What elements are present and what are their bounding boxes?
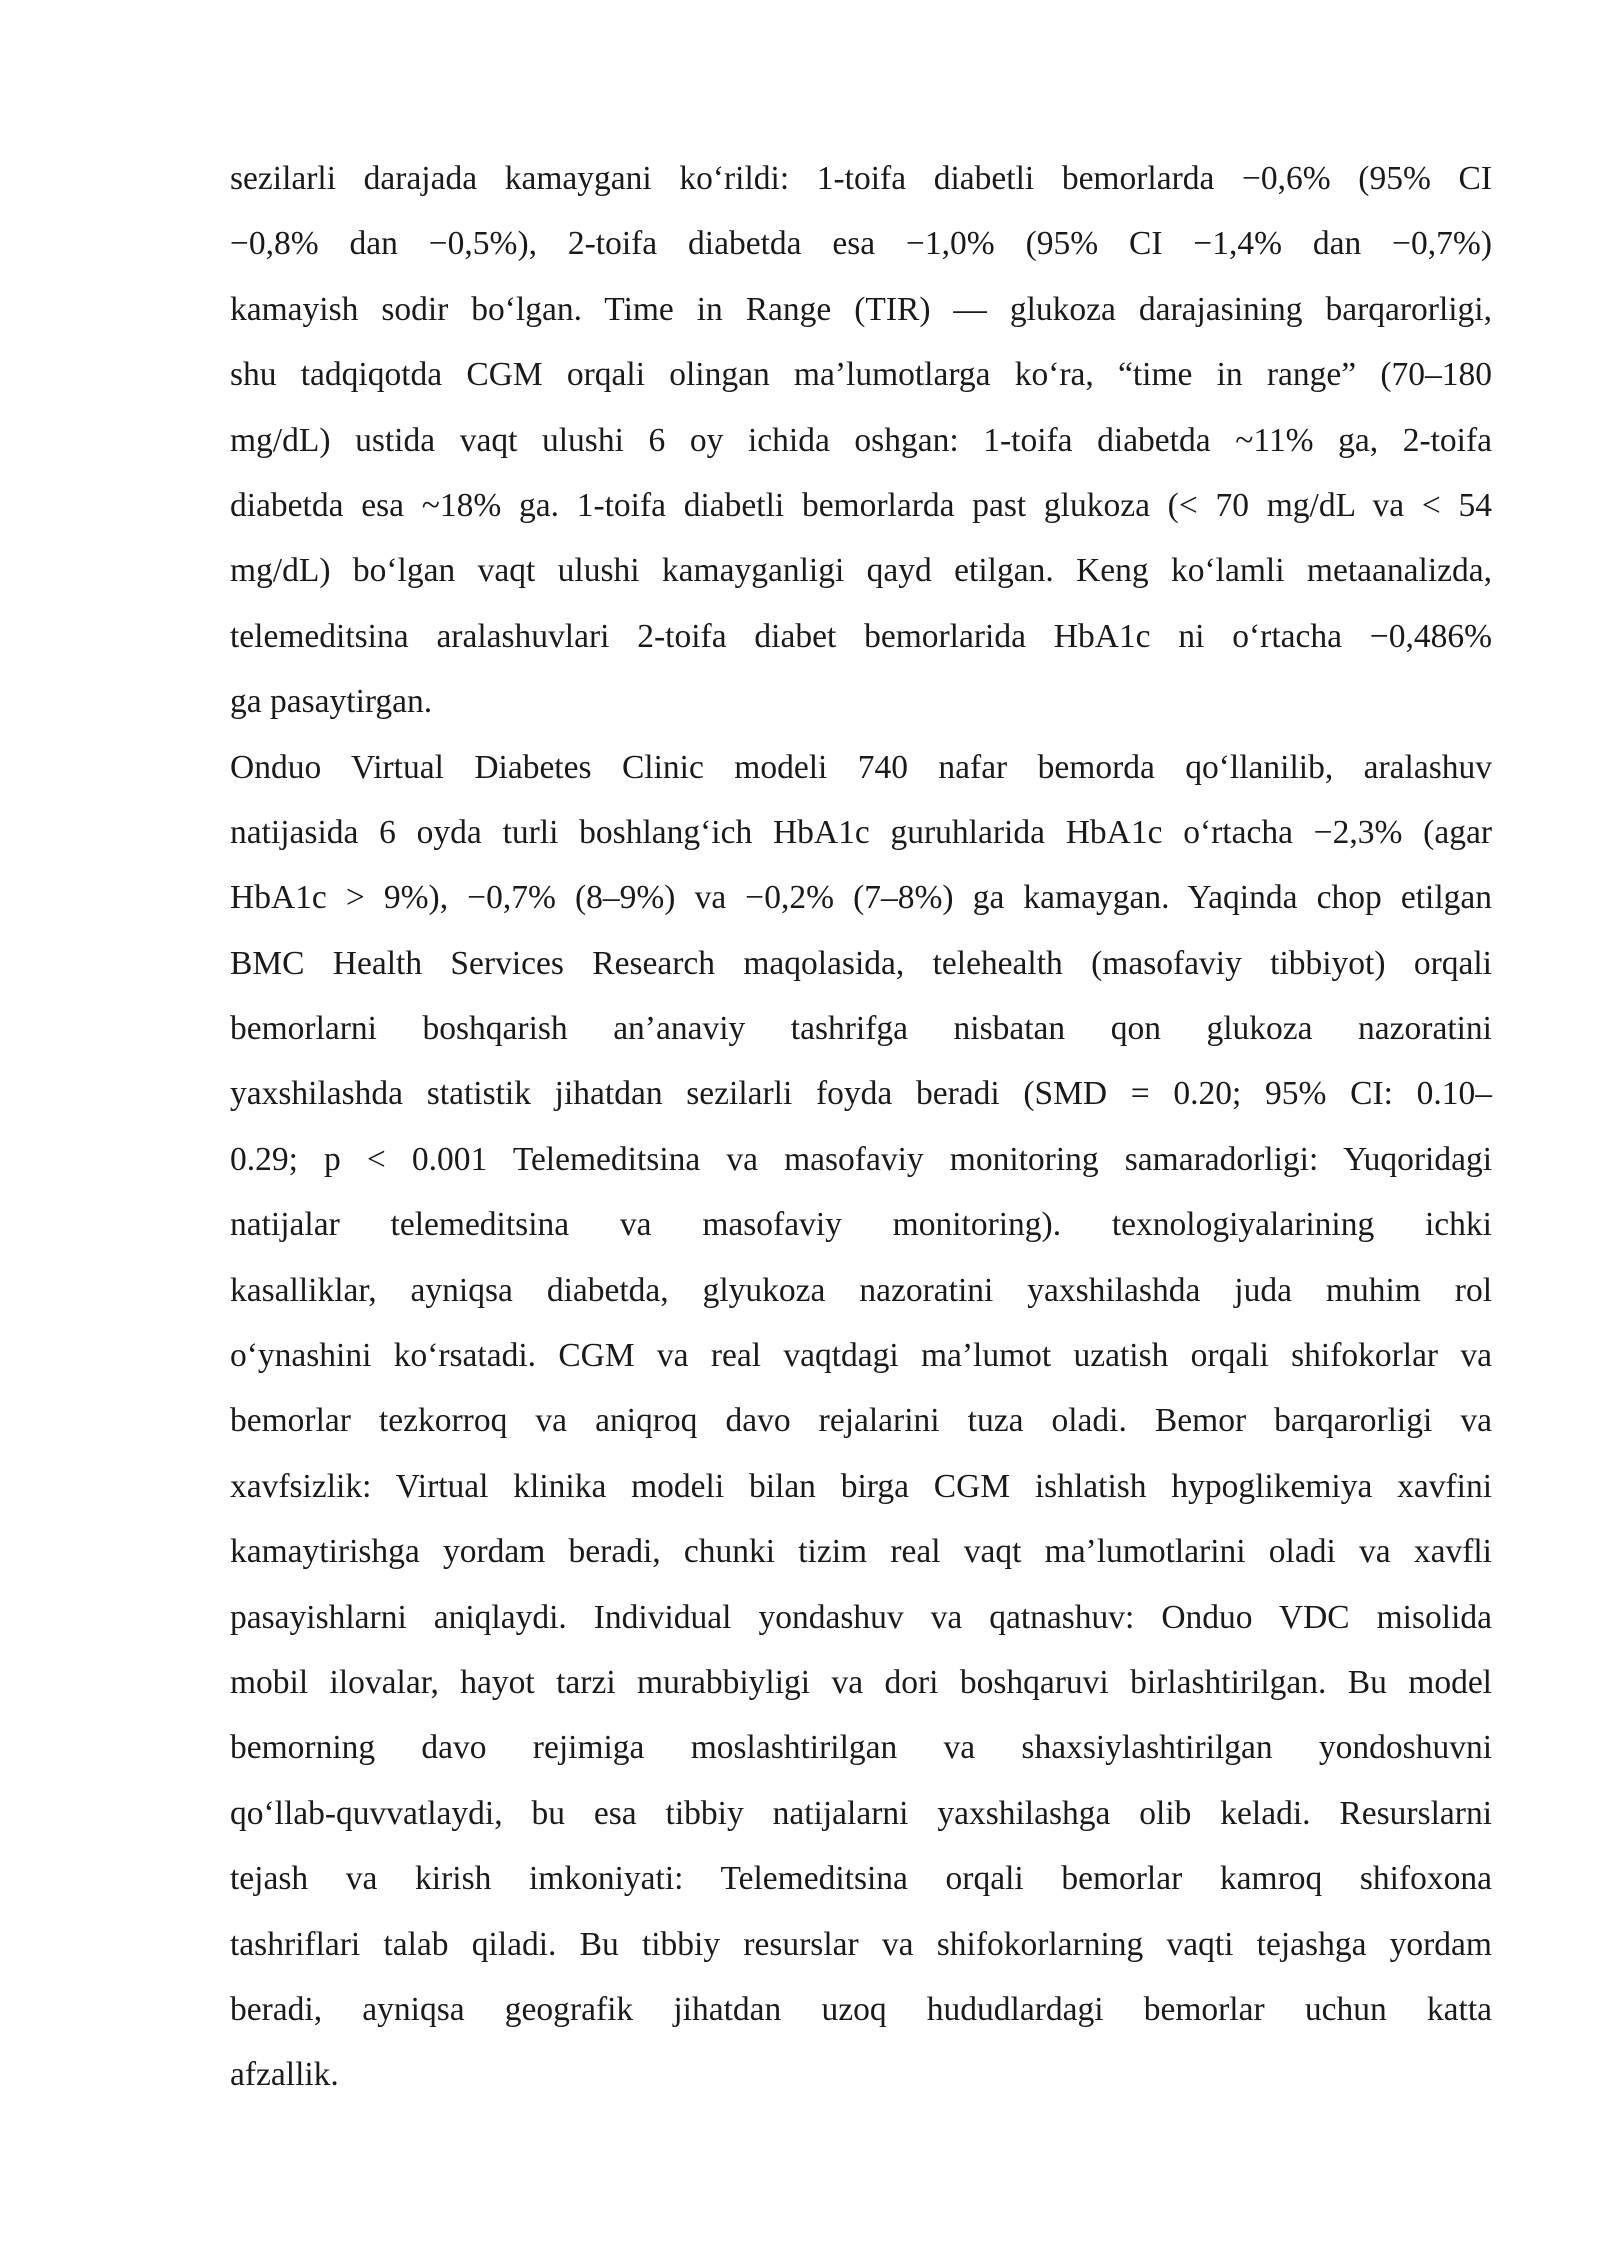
paragraph-1	[230, 146, 1492, 735]
text-line: HbA1c > 9%), −0,7% (8–9%) va −0,2% (7–8%) ga kamaygan. Yaqinda chop etilgan	[230, 879, 1492, 917]
text-line: bemorning davo rejimiga moslashtirilgan va shaxsiylashtirilgan yondoshuvni	[230, 1729, 1492, 1767]
text-line: kamayish sodir bo‘lgan. Time in Range (TIR) — glukoza darajasining barqarorligi,	[230, 290, 1492, 328]
text-line: bemorlarni boshqarish an’anaviy tashrifga nisbatan qon glukoza nazoratini	[230, 1010, 1492, 1048]
text-line: o‘ynashini ko‘rsatadi. CGM va real vaqtdagi ma’lumot uzatish orqali shifokorlar va	[230, 1337, 1492, 1375]
text-line: tashriflari talab qiladi. Bu tibbiy resurslar va shifokorlarning vaqti tejashga yordam	[230, 1925, 1492, 1963]
text-line: mobil ilovalar, hayot tarzi murabbiyligi va dori boshqaruvi birlashtirilgan. Bu model	[230, 1663, 1492, 1701]
text-line: shu tadqiqotda CGM orqali olingan ma’lumotlarga ko‘ra, “time in range” (70–180	[230, 356, 1492, 394]
text-line: tejash va kirish imkoniyati: Telemeditsina orqali bemorlar kamroq shifoxona	[230, 1860, 1492, 1898]
text-line: pasayishlarni aniqlaydi. Individual yondashuv va qatnashuv: Onduo VDC misolida	[230, 1598, 1492, 1636]
paragraph-2	[230, 735, 1492, 2108]
text-line: sezilarli darajada kamaygani ko‘rildi: 1-toifa diabetli bemorlarda −0,6% (95% CI	[230, 160, 1492, 197]
text-line: ga pasaytirgan.	[230, 683, 433, 721]
text-line: beradi, ayniqsa geografik jihatdan uzoq hududlardagi bemorlar uchun katta	[230, 1990, 1492, 2028]
text-line: BMC Health Services Research maqolasida, telehealth (masofaviy tibbiyot) orqali	[230, 944, 1492, 982]
text-line: afzallik.	[230, 2056, 339, 2094]
text-line: natijalar telemeditsina va masofaviy monitoring). texnologiyalarining ichki	[230, 1206, 1492, 1244]
text-line: Onduo Virtual Diabetes Clinic modeli 740 nafar bemorda qo‘llanilib, aralashuv	[230, 748, 1492, 786]
text-line: natijasida 6 oyda turli boshlang‘ich HbA1c guruhlarida HbA1c o‘rtacha −2,3% (agar	[230, 813, 1492, 851]
text-line: diabetda esa ~18% ga. 1-toifa diabetli bemorlarda past glukoza (< 70 mg/dL va < 54	[230, 486, 1492, 524]
text-line: yaxshilashda statistik jihatdan sezilarli foyda beradi (SMD = 0.20; 95% CI: 0.10–	[230, 1075, 1492, 1113]
text-line: telemeditsina aralashuvlari 2-toifa diabet bemorlarida HbA1c ni o‘rtacha −0,486%	[230, 617, 1492, 655]
text-line: 0.29; p < 0.001 Telemeditsina va masofaviy monitoring samaradorligi: Yuqoridagi	[230, 1140, 1492, 1178]
text-line: xavfsizlik: Virtual klinika modeli bilan birga CGM ishlatish hypoglikemiya xavfini	[230, 1467, 1492, 1505]
text-line: −0,8% dan −0,5%), 2-toifa diabetda esa −1,0% (95% CI −1,4% dan −0,7%)	[230, 225, 1492, 263]
text-line: mg/dL) ustida vaqt ulushi 6 oy ichida oshgan: 1-toifa diabetda ~11% ga, 2-toifa	[230, 421, 1492, 459]
body-text	[230, 146, 1492, 2108]
text-line: mg/dL) bo‘lgan vaqt ulushi kamayganligi qayd etilgan. Keng ko‘lamli metaanalizda,	[230, 552, 1492, 590]
text-line: qo‘llab-quvvatlaydi, bu esa tibbiy natijalarni yaxshilashga olib keladi. Resurslarni	[230, 1794, 1492, 1832]
text-line: bemorlar tezkorroq va aniqroq davo rejalarini tuza oladi. Bemor barqarorligi va	[230, 1402, 1492, 1440]
text-line: kamaytirishga yordam beradi, chunki tizim real vaqt ma’lumotlarini oladi va xavfli	[230, 1533, 1492, 1571]
text-line: kasalliklar, ayniqsa diabetda, glyukoza nazoratini yaxshilashda juda muhim rol	[230, 1271, 1492, 1309]
